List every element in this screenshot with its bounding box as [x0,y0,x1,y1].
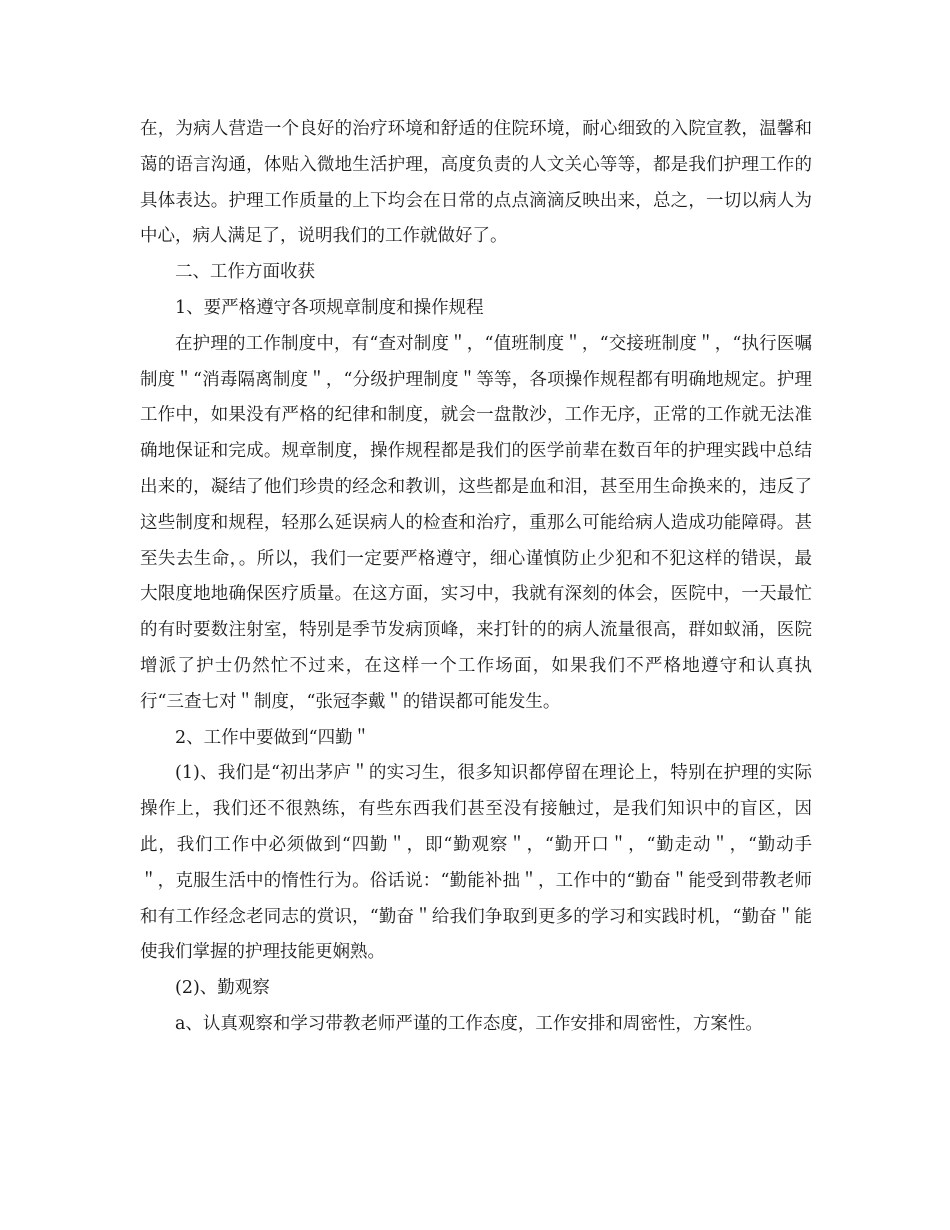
subheading-four-diligences: 2、工作中要做到“四勤＂ [175,727,371,748]
subheading-rules-compliance: 1、要严格遵守各项规章制度和操作规程 [175,297,484,318]
paragraph-four-diligences-detail: (1)、我们是“初出茅庐＂的实习生，很多知识都停留在理论上，特别在护理的实际操作上，我们还不很熟练，有些东西我们甚至没有接触过，是我们知识中的盲区，因此，我们工作中必须做到“四勤＂，即“勤观察＂，“勤开口＂，“勤走动＂，“勤动手＂，克服生活中的惰性行为。俗话说：“勤能补拙＂，工作中的“勤奋＂能受到带教老师和有工作经念老同志的赏识，“勤奋＂给我们争取到更多的学习和实践时机，“勤奋＂能使我们掌握的护理技能更娴熟。 [140,763,812,963]
subheading-diligent-observation: (2)、勤观察 [175,978,270,999]
paragraph-rules-detail: 在护理的工作制度中，有“查对制度＂，“值班制度＂，“交接班制度＂，“执行医嘱制度＂“消毒隔离制度＂，“分级护理制度＂等等，各项操作规程都有明确地规定。护理工作中，如果没有严格的纪律和制度，就会一盘散沙，工作无序，正常的工作就无法准确地保证和完成。规章制度，操作规程都是我们的医学前辈在数百年的护理实践中总结出来的，凝结了他们珍贵的经念和教训，这些都是血和泪，甚至用生命换来的，违反了这些制度和规程，轻那么延误病人的检查和治疗，重那么可能给病人造成功能障碍。甚至失去生命，。所以，我们一定要严格遵守，细心谨慎防止少犯和不犯这样的错误，最大限度地地确保医疗质量。在这方面，实习中，我就有深刻的体会，医院中，一天最忙的有时要数注射室，特别是季节发病顶峰，来打针的的病人流量很高，群如蚁涌，医院增派了护士仍然忙不过来，在这样一个工作场面，如果我们不严格地遵守和认真执行“三查七对＂制度，“张冠李戴＂的错误都可能发生。 [140,333,812,712]
paragraph-observation-item-a: a、认真观察和学习带教老师严谨的工作态度，工作安排和周密性，方案性。 [175,1013,763,1034]
section-heading-work-gains: 二、工作方面收获 [175,262,315,283]
paragraph-continuation: 在，为病人营造一个良好的治疗环境和舒适的住院环境，耐心细致的入院宣教，温馨和蔼的语言沟通，体贴入微地生活护理，高度负责的人文关心等等，都是我们护理工作的具体表达。护理工作质量的上下均会在日常的点点滴滴反映出来，总之，一切以病人为中心，病人满足了，说明我们的工作就做好了。 [140,119,812,247]
document-body [140,112,812,1043]
